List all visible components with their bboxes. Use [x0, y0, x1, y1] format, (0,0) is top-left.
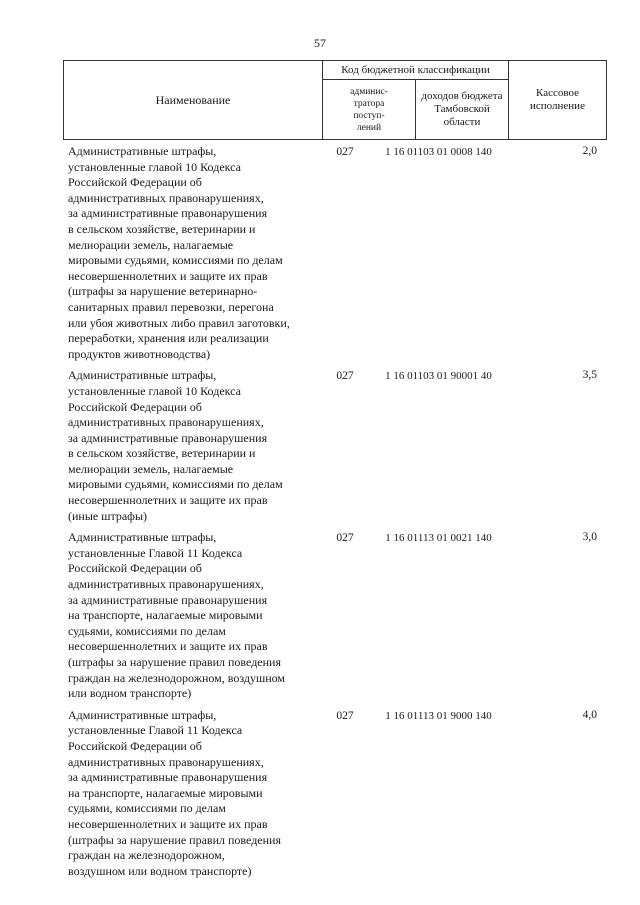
- row-cash-value: 3,0: [582, 531, 597, 544]
- row-name-line: установленные главой 10 Кодекса: [68, 383, 241, 398]
- row-name-line: Административные штрафы,: [68, 144, 217, 158]
- row-name-line: несовершеннолетних и защите их прав: [68, 493, 268, 508]
- row-name-line: (иные штрафы): [68, 508, 148, 523]
- header-cash-line: Кассовое: [536, 87, 579, 99]
- header-admin-line: админис-: [350, 86, 388, 97]
- row-name-line: судьями, комиссиями по делам: [68, 801, 226, 816]
- row-name-line: мелиорации земель, налагаемые: [68, 237, 234, 252]
- row-name-line: воздушном или водном транспорте): [68, 863, 252, 878]
- header-administrator: [323, 80, 416, 140]
- row-name-line: (штрафы за нарушение ветеринарно-: [68, 284, 258, 299]
- row-name-line: несовершеннолетних и защите их прав: [68, 816, 268, 831]
- row-name-line: за административные правонарушения: [68, 770, 268, 785]
- row-name-line: на транспорте, налагаемые мировыми: [68, 785, 263, 800]
- row-name-line: (штрафы за нарушение правил поведения: [68, 655, 281, 669]
- row-name-line: продуктов животноводства): [68, 346, 211, 361]
- row-name-line: Административные штрафы,: [68, 707, 217, 722]
- header-income-line: доходов бюджета: [421, 90, 503, 102]
- row-name-line: или убоя животных либо правил заготовки,: [68, 315, 290, 330]
- header-cash: [509, 61, 607, 140]
- row-name-line: мелиорации земель, налагаемые: [68, 461, 234, 476]
- row-name-line: переработки, хранения или реализации: [68, 331, 269, 346]
- row-name: [63, 144, 321, 362]
- row-name-line: административных правонарушениях,: [68, 415, 264, 430]
- page-number: 57: [314, 36, 326, 50]
- row-name-line: установленные главой 10 Кодекса: [68, 159, 241, 174]
- row-admin-code: 027: [336, 709, 354, 722]
- row-name-line: за административные правонарушения: [68, 592, 268, 607]
- row-name-line: граждан на железнодорожном, воздушном: [68, 670, 286, 685]
- row-income-code: 1 16 01113 01 9000 140: [385, 709, 492, 722]
- table-row: [63, 708, 607, 880]
- header-classification: Код бюджетной классификации: [323, 61, 509, 80]
- row-name-line: судьями, комиссиями по делам: [68, 623, 226, 638]
- row-name-line: на транспорте, налагаемые мировыми: [68, 608, 263, 623]
- row-admin-code: 027: [336, 146, 354, 158]
- row-income-code: 1 16 01103 01 90001 40: [385, 370, 492, 383]
- row-name: [63, 368, 321, 524]
- header-income-line: Тамбовской области: [434, 103, 490, 128]
- row-name-line: или водном транспорте): [68, 686, 192, 701]
- row-cash-value: 3,5: [582, 369, 597, 382]
- row-admin-code: 027: [336, 532, 354, 545]
- header-admin-line: тратора: [353, 98, 385, 109]
- row-name-line: за административные правонарушения: [68, 206, 268, 221]
- table-header: [63, 60, 607, 140]
- row-name-line: мировыми судьями, комиссиями по делам: [68, 477, 283, 492]
- row-name-line: Российской Федерации об: [68, 399, 202, 414]
- row-name-line: административных правонарушениях,: [68, 754, 264, 769]
- table-body: [63, 144, 607, 879]
- table-row: [63, 368, 607, 524]
- row-income-code: 1 16 01103 01 0008 140: [385, 146, 492, 158]
- row-name: [63, 530, 321, 702]
- row-name-line: Административные штрафы,: [68, 368, 217, 383]
- row-name-line: административных правонарушениях,: [68, 577, 264, 592]
- row-name: [63, 708, 321, 880]
- row-admin-code: 027: [336, 370, 354, 383]
- row-cash-value: 2,0: [582, 145, 597, 157]
- row-name-line: (штрафы за нарушение правил поведения: [68, 832, 281, 847]
- row-name-line: установленные Главой 11 Кодекса: [68, 545, 243, 560]
- row-income-code: 1 16 01113 01 0021 140: [385, 532, 492, 545]
- table-row: [63, 530, 607, 702]
- row-name-line: санитарных правил перевозки, перегона: [68, 299, 274, 314]
- row-name-line: несовершеннолетних и защите их прав: [68, 268, 268, 283]
- row-name-line: граждан на железнодорожном,: [68, 848, 225, 863]
- header-admin-line: поступ-: [353, 110, 385, 121]
- table-row: [63, 144, 607, 362]
- header-cash-line: исполнение: [530, 100, 585, 112]
- row-name-line: за административные правонарушения: [68, 430, 268, 445]
- row-name-line: Российской Федерации об: [68, 561, 202, 576]
- row-name-line: в сельском хозяйстве, ветеринарии и: [68, 221, 256, 236]
- row-name-line: административных правонарушениях,: [68, 190, 264, 205]
- row-name-line: Административные штрафы,: [68, 530, 217, 545]
- header-admin-line: лений: [356, 122, 382, 133]
- row-name-line: Российской Федерации об: [68, 175, 202, 190]
- row-name-line: несовершеннолетних и защите их прав: [68, 639, 268, 654]
- row-name-line: мировыми судьями, комиссиями по делам: [68, 253, 283, 268]
- row-name-line: установленные Главой 11 Кодекса: [68, 723, 243, 738]
- row-name-line: Российской Федерации об: [68, 738, 202, 753]
- row-cash-value: 4,0: [582, 708, 597, 721]
- header-name: Наименование: [64, 61, 323, 140]
- header-income: [416, 80, 509, 140]
- row-name-line: в сельском хозяйстве, ветеринарии и: [68, 446, 256, 461]
